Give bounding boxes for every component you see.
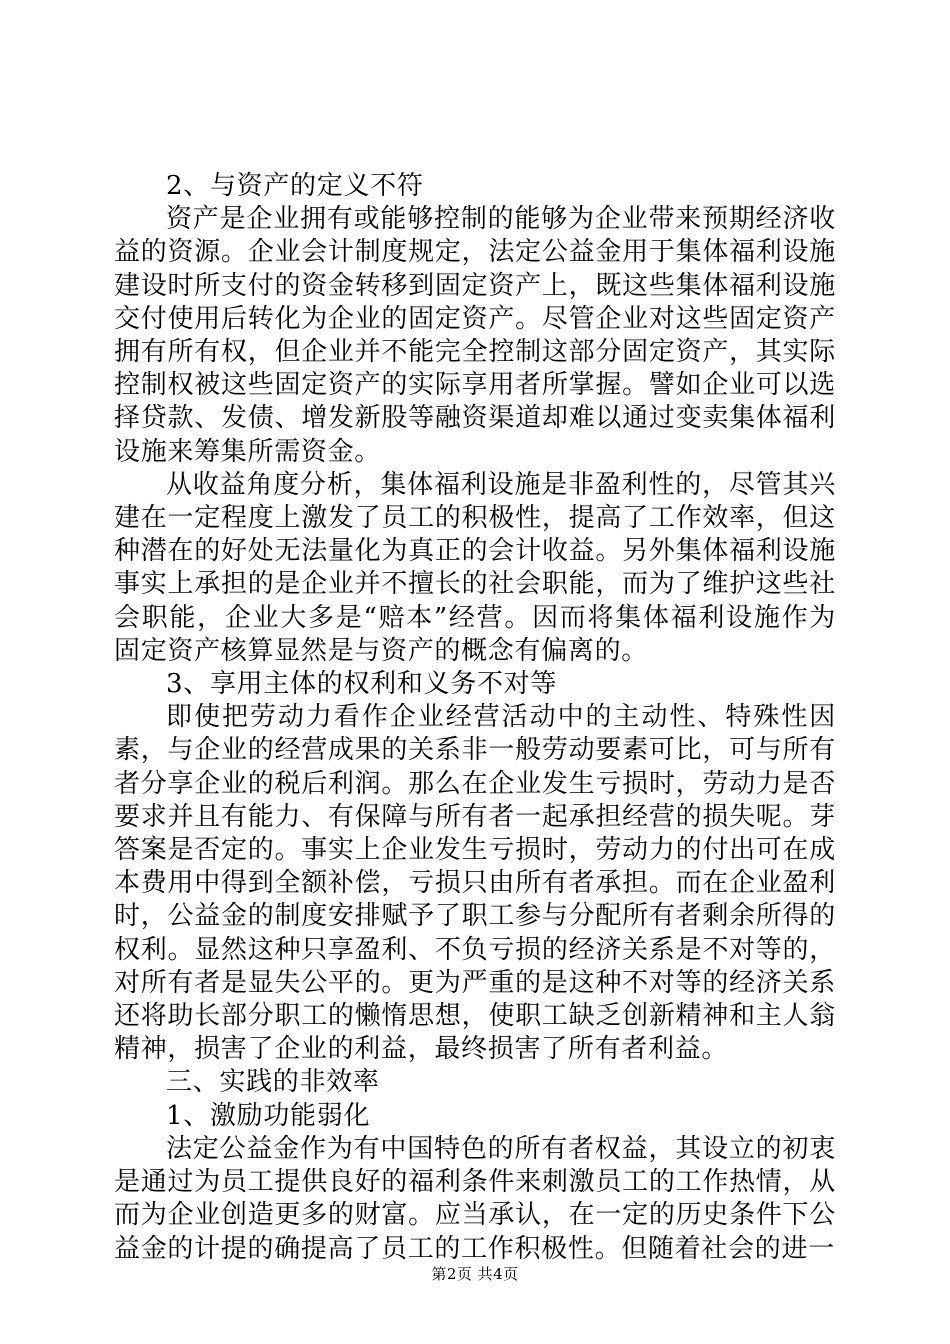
paragraph-rights-obligations: 即使把劳动力看作企业经营活动中的主动性、特殊性因素，与企业的经营成果的关系非一般劳动要素可比，可与所有者分享企业的税后利润。那么在企业发生亏损时，劳动力是否要求并且有能力、有保障与所有者一起承担经营的损失呢。芽答案是否定的。事实上企业发生亏损时，劳动力的付出可在成本费用中得到全额补偿，亏损只由所有者承担。而在企业盈利时，公益金的制度安排赋予了职工参与分配所有者剩余所得的权利。显然这种只享盈利、不负亏损的经济关系是不对等的，对所有者是显失公平的。更为严重的是这种不对等的经济关系还将助长部分职工的懒惰思想，使职工缺乏创新精神和主人翁精神，损害了企业的利益，最终损害了所有者利益。 xyxy=(114,702,836,1065)
section-heading-rights-obligations: 3、享用主体的权利和义务不对等 xyxy=(166,669,558,700)
page-number-footer: 第2页 共4页 xyxy=(431,1265,519,1283)
section-heading-practice-inefficiency: 三、实践的非效率 xyxy=(166,1067,380,1098)
paragraph-income-analysis: 从收益角度分析，集体福利设施是非盈利性的，尽管其兴建在一定程度上激发了员工的积极性，提高了工作效率，但这种潜在的好处无法量化为真正的会计收益。另外集体福利设施事实上承担的是企业并不擅长的社会职能，而为了维护这些社会职能，企业大多是“赔本”经营。因而将集体福利设施作为固定资产核算显然是与资产的概念有偏离的。 xyxy=(114,469,836,666)
section-heading-asset-definition: 2、与资产的定义不符 xyxy=(166,171,424,201)
section-heading-incentive-weakening: 1、激励功能弱化 xyxy=(166,1100,371,1131)
paragraph-incentive-weakening: 法定公益金作为有中国特色的所有者权益，其设立的初衷是通过为员工提供良好的福利条件来刺激员工的工作热情，从而为企业创造更多的财富。应当承认，在一定的历史条件下公益金的计提的确提高了员工的工作积极性。但随着社会的进一 xyxy=(114,1133,836,1264)
document-body xyxy=(114,170,836,1266)
paragraph-asset-definition: 资产是企业拥有或能够控制的能够为企业带来预期经济收益的资源。企业会计制度规定，法定公益金用于集体福利设施建设时所支付的资金转移到固定资产上，既这些集体福利设施交付使用后转化为企业的固定资产。尽管企业对这些固定资产拥有所有权，但企业并不能完全控制这部分固定资产，其实际控制权被这些固定资产的实际享用者所掌握。譬如企业可以选择贷款、发债、增发新股等融资渠道却难以通过变卖集体福利设施来筹集所需资金。 xyxy=(114,204,836,467)
